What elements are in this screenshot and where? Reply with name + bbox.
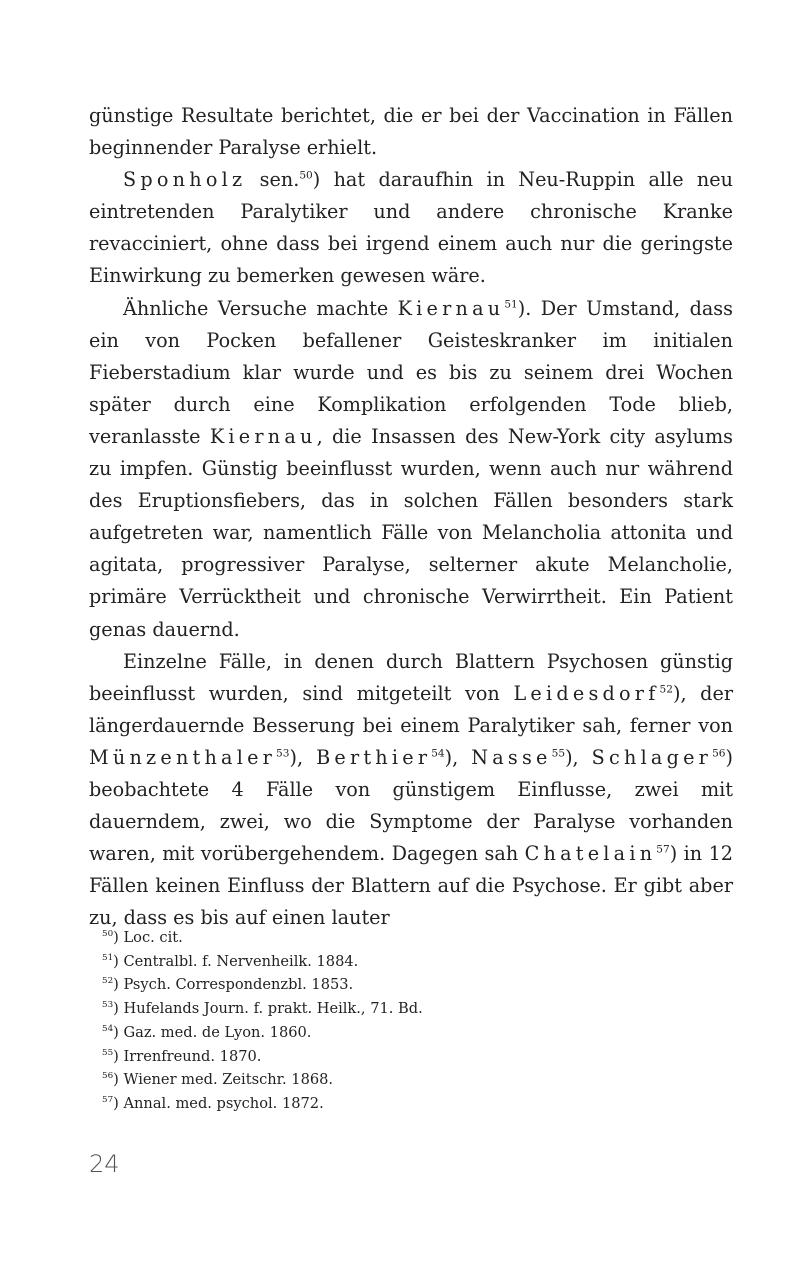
body-text [89,100,733,934]
footnote-ref: 52 [659,683,673,696]
footnote-text: Irrenfreund. 1870. [123,1047,262,1065]
footnote-number: 57 [102,1095,114,1106]
paragraph [89,293,733,646]
footnote-ref: 51 [504,298,518,311]
footnote: $^{56}$) Wiener med. Zeitschr. 1868. [102,1071,334,1089]
footnote-ref: 54 [431,747,445,760]
footnote: $^{54}$) Gaz. med. de Lyon. 1860. [102,1023,312,1041]
footnote-ref: 55 [551,747,566,760]
text-run: sen. [246,168,300,192]
footnote-ref: 53 [276,747,290,760]
footnote-text: Loc. cit. [123,929,183,946]
footnote-number: 55 [102,1047,114,1058]
text-run: günstige Resultate berichtet, die er bei der Vaccination in Fällen beginnender Paralyse erhielt. [89,104,733,160]
text-run: ). Der Umstand, dass ein von Pocken befallener Geisteskranker im initialen Fieberstadium klar wurde und es bis zu seinem drei Wochen später durch eine Komplikation erfolgenden Tode blieb, veranlasste [89,296,733,448]
author-name: Sponholz [123,168,247,192]
text-run: ) in 12 Fällen keinen Einfluss der Blattern auf die Psychose. Er gibt aber zu, dass es bis auf einen lauter [89,842,734,930]
footnote-ref: 57 [656,843,670,856]
footnote: $^{50}$) Loc. cit. [102,929,183,946]
footnote: $^{51}$) Centralbl. f. Nervenheilk. 1884. [102,952,359,970]
text-run: ), [565,745,592,769]
author-name: Schlager [591,745,713,769]
author-name: Leidesdorf [513,681,660,705]
text-run: ), [444,745,472,769]
author-name: Kiernau [397,296,505,320]
footnote-number: 51 [102,952,114,963]
footnotes [102,926,722,1116]
footnote-ref: 50 [299,169,313,182]
footnote-text: Wiener med. Zeitschr. 1868. [123,1071,334,1089]
footnote-number: 53 [102,1000,114,1011]
footnote-ref: 56 [712,747,726,760]
footnote-number: 50 [102,929,114,940]
author-name: Kiernau [209,424,317,448]
paragraph [89,646,733,935]
footnote-text: Psych. Correspondenzbl. 1853. [123,976,354,994]
text-run: ), [289,745,317,769]
footnote-number: 56 [102,1071,114,1082]
footnote-number: 52 [102,976,114,987]
author-name: Münzenthaler [89,745,277,769]
author-name: Chatelain [524,842,657,866]
page-number: 24 [89,1150,120,1178]
footnote-text: Centralbl. f. Nervenheilk. 1884. [123,952,359,970]
footnote-text: Gaz. med. de Lyon. 1860. [123,1023,312,1041]
footnote: $^{55}$) Irrenfreund. 1870. [102,1047,262,1065]
text-run: ), der längerdauernde Besserung bei einem Paralytiker sah, ferner von [89,681,733,737]
text-run: ) hat daraufhin in Neu-Ruppin alle neu eintretenden Paralytiker und andere chronische Kranke revacciniert, ohne dass bei irgend einem auch nur die geringste Einwirkung zu bemerken gewesen wäre. [89,168,733,288]
footnote-number: 54 [102,1023,114,1034]
author-name: Berthier [316,745,432,769]
footnote: $^{53}$) Hufelands Journ. f. prakt. Heilk., 71. Bd. [102,1000,423,1018]
paragraph [89,164,733,292]
footnote: $^{52}$) Psych. Correspondenzbl. 1853. [102,976,354,994]
text-run: Ähnliche Versuche machte [123,296,398,320]
footnote: $^{57}$) Annal. med. psychol. 1872. [102,1094,324,1112]
text-run: ) beobachtete 4 Fälle von günstigem Einflusse, zwei mit dauerndem, zwei, wo die Symptome der Paralyse vorhanden waren, mit vorübergehendem. Dagegen sah [89,745,734,866]
author-name: Nasse [471,745,552,769]
text-run: Einzelne Fälle, in denen durch Blattern Psychosen günstig beeinflusst wurden, sind mitgeteilt von [89,649,733,705]
text-run: , die Insassen des New-York city asylums zu impfen. Günstig beeinflusst wurden, wenn auch nur während des Eruptionsfiebers, das in solchen Fällen besonders stark aufgetreten war, namentlich Fälle von Melancholia attonita und agitata, progressiver Paralyse, selterner akute Melancholie, primäre Verrücktheit und chronische Verwirrtheit. Ein Patient genas dauernd. [89,424,733,641]
footnote-text: Hufelands Journ. f. prakt. Heilk., 71. Bd. [123,1000,423,1018]
footnote-text: Annal. med. psychol. 1872. [123,1094,324,1112]
paragraph [89,100,733,164]
